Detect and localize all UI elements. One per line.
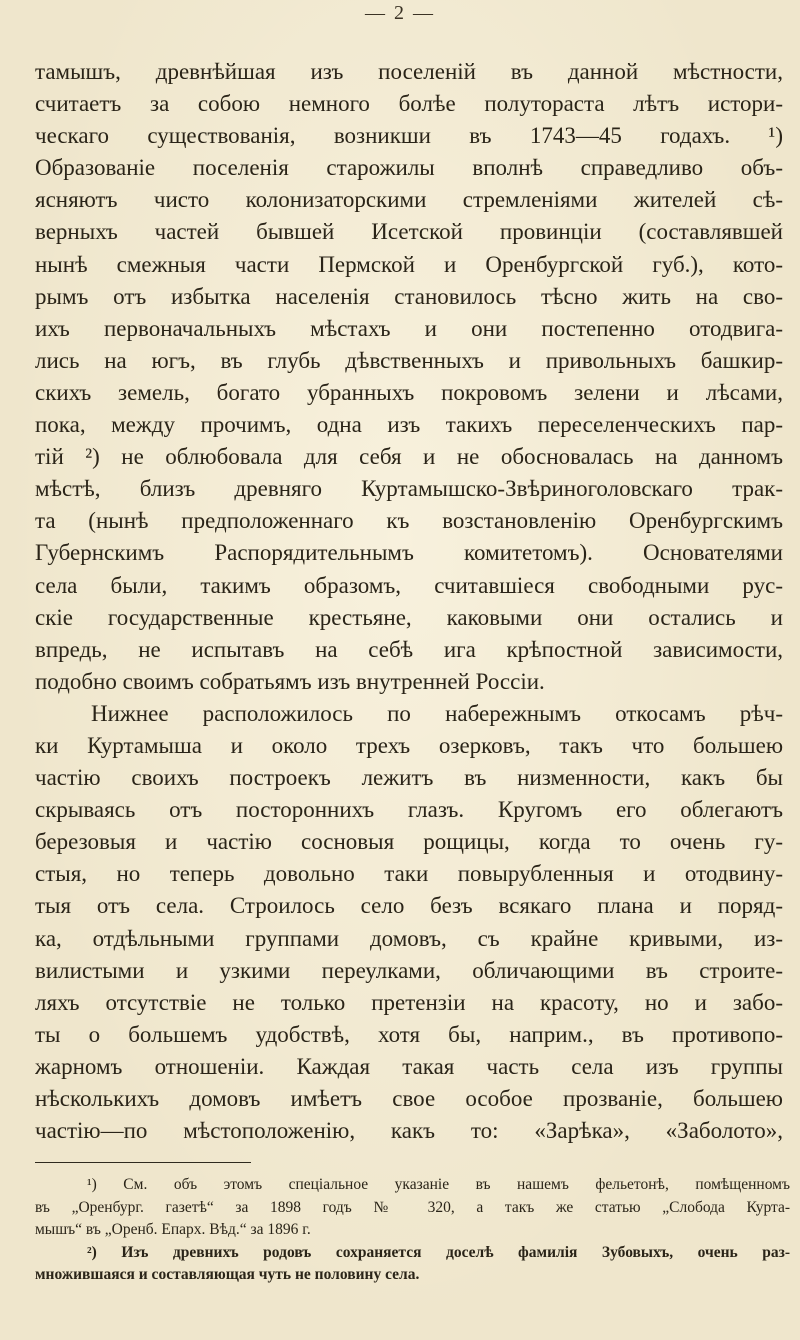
text-line: вилистыми и узкими переулками, обличающими въ строите- [35,957,783,983]
footnote-1-line: ¹) См. объ этомъ спеціальное указаніе въ нашемъ фельетонѣ, помѣщенномъ [87,1176,790,1193]
paragraph-end-line: подобно своимъ собратьямъ изъ внутренней Россіи. [35,668,545,694]
text-line: стыя, но теперь довольно таки повырубленныя и отодвину- [35,861,783,887]
text-line: частію своихъ построекъ лежитъ въ низменности, какъ бы [35,765,783,791]
text-line: ясняютъ чисто колонизаторскими стремленіями жителей сѣ- [35,187,783,213]
text-line: лись на югъ, въ глубь дѣвственныхъ и привольныхъ башкир- [35,347,783,373]
text-line: скрываясь отъ постороннихъ глазъ. Кругомъ его облегаютъ [35,797,783,823]
text-line: тыя отъ села. Строилось село безъ всякаго плана и поряд- [35,893,783,919]
text-line: нынѣ смежныя части Пермской и Оренбургской губ.), кото- [35,251,783,277]
text-line: ихъ первоначальныхъ мѣстахъ и они постепенно отодвига- [35,315,783,341]
text-line: рымъ отъ избытка населенія становилось тѣсно жить на сво- [35,283,783,309]
text-line: та (нынѣ предположеннаго къ возстановленію Оренбургскимъ [35,508,783,534]
text-line: нѣсколькихъ домовъ имѣетъ свое особое прозваніе, большею [35,1086,783,1111]
footnote-2-line: ²) Изъ древнихъ родовъ сохраняется доселѣ фамилія Зубовыхъ, очень раз- [87,1243,790,1261]
text-line: ты о большемъ удобствѣ, хотя бы, наприм., въ противопо- [35,1021,783,1047]
text-line: тамышъ, древнѣйшая изъ поселеній въ данной мѣстности, [35,59,783,84]
text-line: пока, между прочимъ, одна изъ такихъ переселенческихъ пар- [35,412,783,438]
text-line: ка, отдѣльными группами домовъ, съ крайне кривыми, из- [35,925,783,951]
text-line: скихъ земель, богато убранныхъ покровомъ зелени и лѣсами, [35,379,783,405]
text-line: скіе государственные крестьяне, каковыми они остались и [35,604,783,630]
text-line: Образованіе поселенія старожилы вполнѣ справедливо объ- [35,155,783,181]
text-line: мѣстѣ, близъ древняго Куртамышско-Звѣриноголовскаго трак- [35,476,783,502]
text-line: верныхъ частей бывшей Исетской провинціи (составлявшей [35,219,783,245]
text-line: тій ²) не облюбовала для себя и не обосновалась на данномъ [35,444,783,470]
footnote-1-line: мышъ“ въ „Оренб. Епарх. Вѣд.“ за 1896 г. [35,1221,311,1239]
text-line: Губернскимъ Распорядительнымъ комитетомъ). Основателями [35,540,783,566]
main-text [35,56,783,1147]
text-line: частію—по мѣстоположенію, какъ то: «Зарѣка», «Заболото», [35,1118,783,1144]
text-line: жарномъ отношеніи. Каждая такая часть села изъ группы [35,1053,783,1079]
text-line: впредь, не испытавъ на себѣ ига крѣпостной зависимости, [35,636,783,662]
text-line: ки Куртамыша и около трехъ озерковъ, такъ что большею [35,732,783,758]
footnote-divider [35,1162,251,1163]
text-line: считаетъ за собою немного болѣе полутораста лѣтъ истори- [35,91,783,117]
paragraph-start-line: Нижнее расположилось по набережнымъ откосамъ рѣч- [91,700,783,726]
footnote-2-line: множившаяся и составляющая чуть не половину села. [35,1266,420,1284]
footnotes [35,1174,790,1287]
page-number: — 2 — [365,2,435,24]
text-line: березовыя и частію сосновыя рощицы, когда то очень гу- [35,829,783,855]
footnote-1-line: въ „Оренбург. газетѣ“ за 1898 годъ № 320, а такъ же статью „Слобода Курта- [35,1198,790,1216]
text-line: ческаго существованія, возникши въ 1743—45 годахъ. ¹) [35,123,783,149]
text-line: села были, такимъ образомъ, считавшіеся свободными рус- [35,572,783,598]
text-line: ляхъ отсутствіе не только претензіи на красоту, но и забо- [35,989,783,1015]
